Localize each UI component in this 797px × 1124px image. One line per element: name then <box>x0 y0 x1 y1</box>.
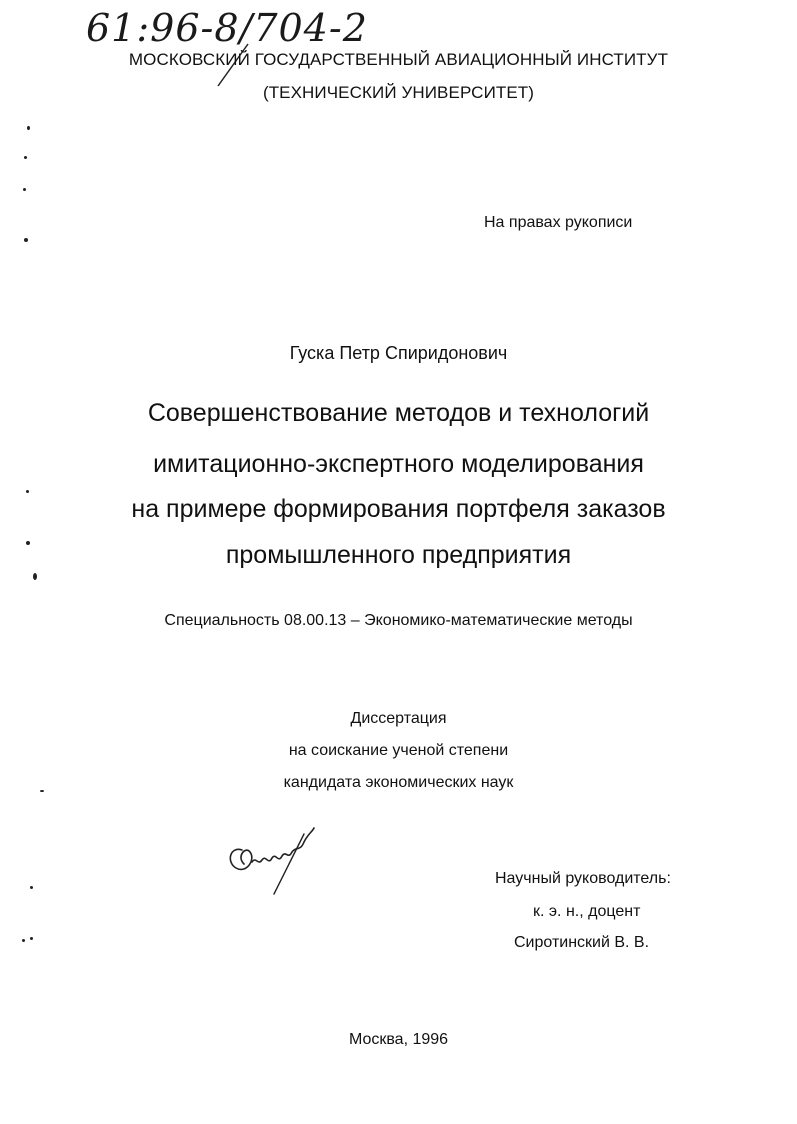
scan-speck <box>26 490 29 493</box>
scan-speck <box>24 156 27 159</box>
supervisor-label: Научный руководитель: <box>495 870 671 887</box>
thesis-title-line-2: имитационно-экспертного моделирования <box>153 450 644 478</box>
rights-note: На правах рукописи <box>484 214 633 231</box>
scan-speck <box>30 886 33 889</box>
degree-field: кандидата экономических наук <box>283 774 514 791</box>
degree-type: Диссертация <box>350 710 447 727</box>
degree-purpose: на соискание ученой степени <box>288 742 509 759</box>
scan-speck <box>23 188 26 191</box>
scan-speck <box>40 790 44 792</box>
scan-speck <box>27 126 30 130</box>
thesis-title-line-1: Совершенствование методов и технологий <box>147 399 650 427</box>
handwritten-catalog-number: 61:96-8/704-2 <box>86 6 368 50</box>
scan-speck <box>33 573 37 580</box>
thesis-title-line-3: на примере формирования портфеля заказов <box>131 495 666 523</box>
handwritten-signature <box>222 822 322 902</box>
specialty: Специальность 08.00.13 – Экономико-математические методы <box>164 612 633 629</box>
institute-name: МОСКОВСКИЙ ГОСУДАРСТВЕННЫЙ АВИАЦИОННЫЙ ИНСТИТУТ <box>128 50 669 69</box>
scan-speck <box>30 937 33 940</box>
thesis-title-line-4: промышленного предприятия <box>225 541 572 569</box>
institute-subtitle: (ТЕХНИЧЕСКИЙ УНИВЕРСИТЕТ) <box>262 83 535 102</box>
supervisor-name: Сиротинский В. В. <box>514 934 650 951</box>
author-name: Гуска Петр Спиридонович <box>289 343 508 363</box>
scan-speck <box>22 939 25 942</box>
supervisor-degree: к. э. н., доцент <box>533 903 641 920</box>
scan-speck <box>26 541 30 545</box>
city-year: Москва, 1996 <box>348 1031 449 1048</box>
scan-speck <box>24 238 28 242</box>
